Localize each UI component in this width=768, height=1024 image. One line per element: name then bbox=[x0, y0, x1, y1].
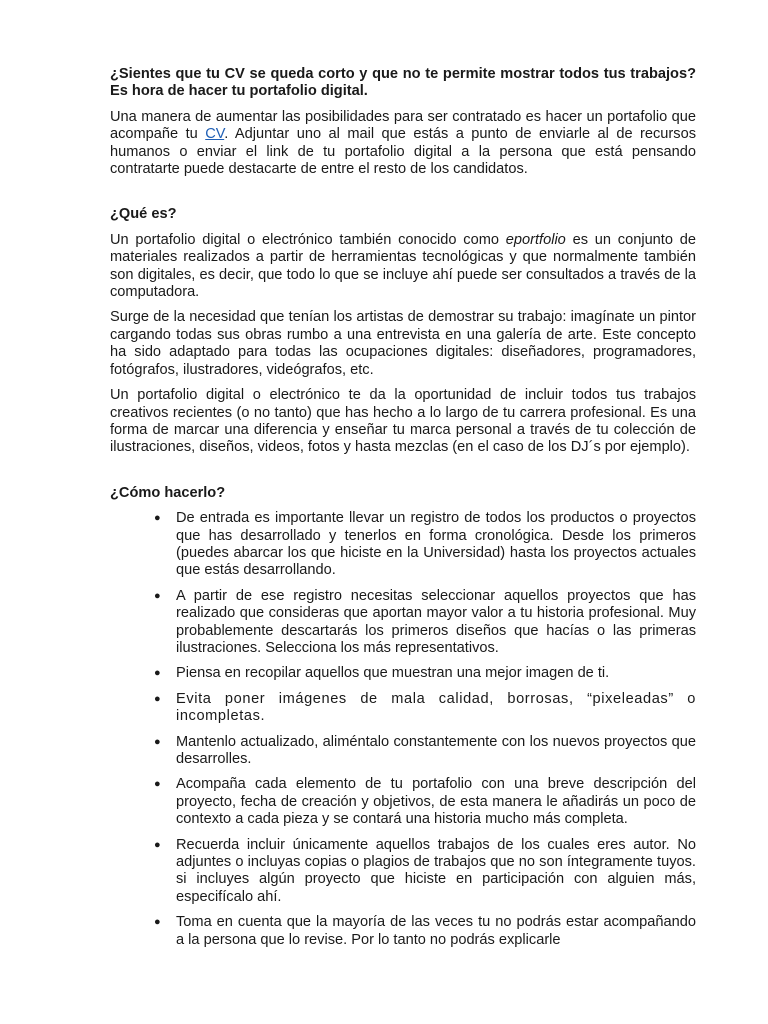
como-heading: ¿Cómo hacerlo? bbox=[110, 484, 226, 501]
list-item bbox=[154, 665, 696, 682]
bullet-icon: ● bbox=[154, 512, 161, 525]
intro-text-before: Una manera de aumentar las posibilidades para ser contratado es hacer un portafolio que acompañe tu bbox=[110, 108, 696, 143]
list-item-text: A partir de ese registro necesitas seleccionar aquellos proyectos que has realizado que consideras que aportan mayor valor a tu historia profesional. Muy probablemente descartarás los primeros diseños que hacías o las primeras ilustraciones. Selecciona los más representativos. bbox=[176, 587, 696, 656]
list-item-text: Piensa en recopilar aquellos que muestran una mejor imagen de ti. bbox=[176, 665, 610, 682]
list-item bbox=[154, 690, 696, 726]
que-es-text-after: es un conjunto de materiales realizados a partir de herramientas tecnológicas y que normalmente también son digitales, es decir, que todo lo que se incluye ahí puede ser consultados a través de la computadora. bbox=[110, 231, 696, 301]
intro-heading: ¿Sientes que tu CV se queda corto y que no te permite mostrar todos tus trabajos? Es hora de hacer tu portafolio digital. bbox=[110, 66, 696, 100]
que-es-text-before: Un portafolio digital o electrónico también conocido como bbox=[110, 231, 506, 248]
list-item bbox=[154, 510, 696, 580]
cv-link[interactable]: CV bbox=[205, 126, 225, 143]
como-list bbox=[110, 510, 696, 949]
spacer bbox=[110, 465, 696, 485]
list-item-text: Mantenlo actualizado, aliméntalo constantemente con los nuevos proyectos que desarrolles. bbox=[176, 733, 696, 767]
list-item-text: De entrada es importante llevar un registro de todos los productos o proyectos que has desarrollado y tenerlos en forma cronológica. Desde los primeros (puedes abarcar los que hiciste en la Universidad) hasta los proyectos actuales que estás desarrollando. bbox=[176, 510, 696, 579]
list-item-text: Recuerda incluir únicamente aquellos trabajos de los cuales eres autor. No adjuntes o incluyas copias o plagios de trabajos que no son íntegramente tuyos. si incluyes algún proyecto que hiciste en participación con alguien más, especifícalo ahí. bbox=[176, 836, 696, 905]
list-item-text: Acompaña cada elemento de tu portafolio con una breve descripción del proyecto, fecha de creación y objetivos, de esta manera le añadirás un poco de contexto a cada pieza y se contará una historia mucho más completa. bbox=[176, 776, 696, 828]
que-es-paragraph-1 bbox=[110, 232, 696, 302]
bullet-icon: ● bbox=[154, 692, 161, 705]
list-item-text: Evita poner imágenes de mala calidad, borrosas, “pixeleadas” o incompletas. bbox=[176, 690, 696, 725]
list-item bbox=[154, 836, 696, 907]
intro-text-after: . Adjuntar uno al mail que estás a punto de enviarle al de recursos humanos o enviar el link de tu portafolio digital a la persona que está pensando contratarte puede destacarte de entre el resto de los candidatos. bbox=[110, 126, 696, 178]
list-item bbox=[154, 776, 696, 828]
list-item bbox=[154, 914, 696, 949]
bullet-icon: ● bbox=[154, 667, 161, 680]
list-item bbox=[154, 733, 696, 769]
bullet-icon: ● bbox=[154, 735, 161, 748]
list-item-text: Toma en cuenta que la mayoría de las veces tu no podrás estar acompañando a la persona que lo revise. Por lo tanto no podrás explicarle bbox=[176, 914, 696, 948]
spacer bbox=[110, 186, 696, 206]
que-es-paragraph-2: Surge de la necesidad que tenían los artistas de demostrar su trabajo: imagínate un pintor cargando todas sus obras rumbo a una entrevista en una galería de arte. Este concepto ha sido adaptado para todas las ocupaciones digitales: diseñadores, programadores, fotógrafos, ilustradores, videógrafos, etc. bbox=[110, 309, 696, 378]
bullet-icon: ● bbox=[154, 589, 161, 602]
list-item bbox=[154, 587, 696, 658]
bullet-icon: ● bbox=[154, 778, 161, 791]
eportfolio-term: eportfolio bbox=[505, 231, 566, 248]
que-es-paragraph-3: Un portafolio digital o electrónico te da la oportunidad de incluir todos tus trabajos creativos recientes (o no tanto) que has hecho a lo largo de tu carrera profesional. Es una forma de marcar una diferencia y enseñar tu marca personal a través de tu colección de ilustraciones, diseños, videos, fotos y hasta mezclas (en el caso de los DJ´s por ejemplo). bbox=[110, 387, 696, 456]
bullet-icon: ● bbox=[154, 916, 161, 929]
que-es-heading: ¿Qué es? bbox=[110, 206, 177, 223]
bullet-icon: ● bbox=[154, 838, 161, 851]
intro-paragraph bbox=[110, 109, 696, 179]
